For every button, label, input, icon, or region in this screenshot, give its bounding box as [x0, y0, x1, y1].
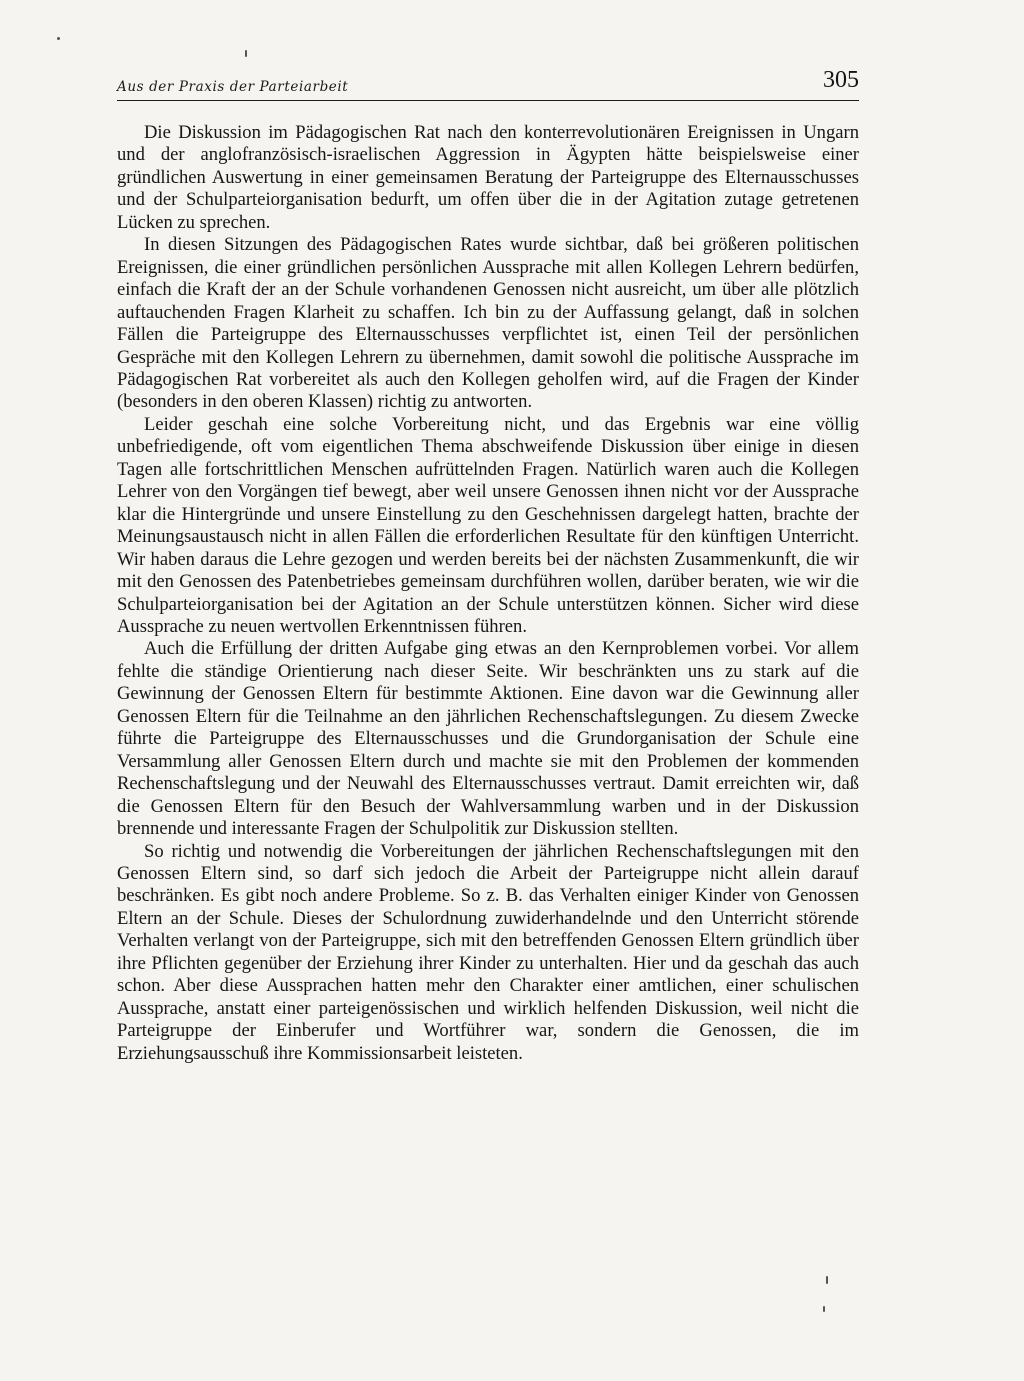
paragraph: Leider geschah eine solche Vorbereitung nicht, und das Ergebnis war eine völlig unbefriedigende, oft vom eigentlichen Thema abschweifende Diskussion über einige in diesen Tagen alle fortschrittlichen Menschen aufrüttelnden Fragen. Natürlich waren auch die Kollegen Lehrer von den Vorgängen tief bewegt, aber weil unsere Genossen ihnen nicht vor der Aussprache klar die Hintergründe und unsere Einstellung zu den Geschehnissen dargelegt hatten, brachte der Meinungsaustausch nicht in allen Fällen die erforderlichen Resultate für den künftigen Unterricht. Wir haben daraus die Lehre gezogen und werden bereits bei der nächsten Zusammenkunft, die wir mit den Genossen des Patenbetriebes gemeinsam durchführen wollen, darüber beraten, wie wir die Schulparteiorganisation bei der Agitation an der Schule unterstützen können. Sicher wird diese Aussprache zu neuen wertvollen Erkenntnissen führen.: [117, 413, 859, 637]
print-speck: [823, 1306, 825, 1312]
paragraph: Die Diskussion im Pädagogischen Rat nach den konterrevolutionären Ereignissen in Ungarn und der anglofranzösisch-israelischen Aggression in Ägypten hätte beispielsweise einer gründlichen Auswertung in einer gemeinsamen Beratung der Parteigruppe des Elternausschusses und der Schulparteiorganisation bedurft, um offen über die in der Agitation zutage getretenen Lücken zu sprechen.: [117, 122, 859, 233]
paragraph: So richtig und notwendig die Vorbereitungen der jährlichen Rechenschaftslegungen mit den Genossen Eltern sind, so darf sich jedoch die Arbeit der Parteigruppe nicht allein darauf beschränken. Es gibt noch andere Probleme. So z. B. das Verhalten einiger Kinder von Genossen Eltern an der Schule. Dieses der Schulordnung zuwiderhandelnde und den Unterricht störende Verhalten verlangt von der Parteigruppe, sich mit den betreffenden Genossen Eltern gründlich über ihre Pflichten gegenüber der Erziehung ihrer Kinder zu unterhalten. Hier und da geschah das auch schon. Aber diese Aussprachen hatten mehr den Charakter einer amtlichen, einer schulischen Aussprache, anstatt einer parteigenössischen und wirklich helfenden Diskussion, weil nicht die Parteigruppe der Einberufer und Wortführer war, sondern die Genossen, die im Erziehungsausschuß ihre Kommissionsarbeit leisteten.: [117, 840, 859, 1064]
paragraph: In diesen Sitzungen des Pädagogischen Rates wurde sichtbar, daß bei größeren politischen Ereignissen, die einer gründlichen persönlichen Aussprache mit allen Kollegen Lehrern bedürfen, einfach die Kraft der an der Schule vorhandenen Genossen nicht ausreicht, um über alle plötzlich auftauchenden Fragen Klarheit zu schaffen. Ich bin zu der Auffassung gelangt, daß in solchen Fällen die Parteigruppe des Elternausschusses verpflichtet ist, einen Teil der persönlichen Gespräche mit den Kollegen Lehrern zu übernehmen, damit sowohl die politische Aussprache im Pädagogischen Rat vorbereitet als auch den Kollegen geholfen wird, auf die Fragen der Kinder (besonders in den oberen Klassen) richtig zu antworten.: [117, 234, 859, 413]
body-text: [117, 122, 859, 1065]
print-speck: [826, 1276, 828, 1284]
print-speck: [57, 37, 60, 40]
print-speck: [245, 50, 247, 57]
paragraph: Auch die Erfüllung der dritten Aufgabe ging etwas an den Kernproblemen vorbei. Vor allem fehlte die ständige Orientierung nach dieser Seite. Wir beschränkten uns zu stark auf die Gewinnung der Genossen Eltern für bestimmte Aktionen. Eine davon war die Gewinnung aller Genossen Eltern für die Teilnahme an den jährlichen Rechenschaftslegungen. Zu diesem Zwecke führte die Parteigruppe des Elternausschusses und die Grundorganisation der Schule eine Versammlung aller Genossen Eltern durch und machte sie mit den Problemen der kommenden Rechenschaftslegung und der Neuwahl des Elternausschusses vertraut. Damit erreichten wir, daß die Genossen Eltern für den Besuch der Wahlversammlung warben und in der Diskussion brennende und interessante Fragen der Schulpolitik zur Diskussion stellten.: [117, 638, 859, 840]
page-number: 305: [823, 67, 859, 93]
running-title: Aus der Praxis der Parteiarbeit: [117, 79, 349, 95]
page-header: [117, 64, 859, 101]
